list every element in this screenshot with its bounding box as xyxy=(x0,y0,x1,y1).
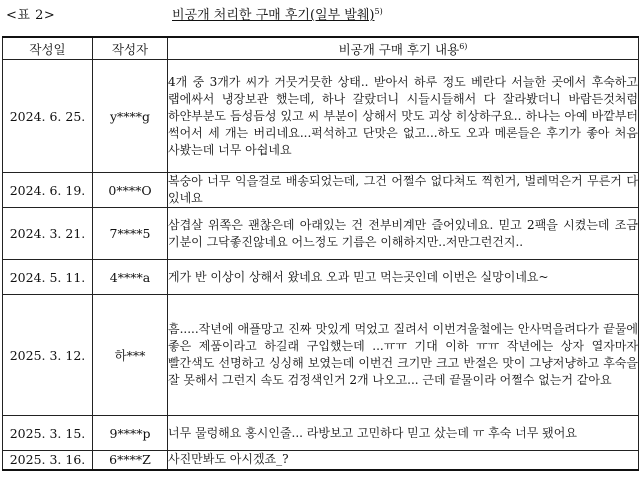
content-footnote-ref: 6) xyxy=(459,41,468,51)
table-row xyxy=(3,208,639,260)
table-title-text: 비공개 처리한 구매 후기(일부 발췌) xyxy=(172,8,375,23)
row-author: 6****Z xyxy=(93,451,168,470)
row-author: 0****O xyxy=(93,173,168,208)
table-row xyxy=(3,295,639,416)
row-author: 하*** xyxy=(93,295,168,416)
row-author: y****g xyxy=(93,60,168,173)
row-date: 2024. 6. 25. xyxy=(3,60,93,173)
table-row xyxy=(3,451,639,470)
row-content: 4개 중 3개가 씨가 거뭇거뭇한 상태.. 받아서 하루 정도 베란다 서늘한 곳에서 후숙하고 랩에싸서 냉장보관 했는데, 하나 갈랐더니 시들시들해서 다 잘라봤더니 바람든것처럼 하얀부분도 듬성듬성 있고 씨 부분이 상해서 맛도 괴상 히상하구요.. 하나는 아예 바깥부터 썩어서 세 개는 버리네요...퍽석하고 단맛은 없고...하도 오과 메론들은 후기가 좋아 처음 사봤는데 너무 아쉽네요 xyxy=(168,60,639,173)
row-date: 2025. 3. 16. xyxy=(3,451,93,470)
row-author: 4****a xyxy=(93,260,168,295)
table-title xyxy=(172,4,383,23)
header-row xyxy=(3,37,639,60)
header-content xyxy=(168,37,639,60)
row-date: 2024. 6. 19. xyxy=(3,173,93,208)
row-date: 2024. 5. 11. xyxy=(3,260,93,295)
table-row xyxy=(3,60,639,173)
private-reviews-table xyxy=(2,36,639,471)
row-date: 2025. 3. 15. xyxy=(3,416,93,451)
row-content: 게가 반 이상이 상해서 왔네요 오과 믿고 먹는곳인데 이번은 실망이네요~ xyxy=(168,260,639,295)
row-author: 9****p xyxy=(93,416,168,451)
row-content: 삼겹살 위쪽은 괜찮은데 아래있는 건 전부비계만 즐어있네요. 믿고 2팩을 시켰는데 조금 기분이 그닥좋진않네요 어느정도 기름은 이해하지만..저만그런건지.. xyxy=(168,208,639,260)
table-number: <표 2> xyxy=(6,8,56,23)
row-author: 7****5 xyxy=(93,208,168,260)
row-content: 복숭아 너무 익을걸로 배송되었는데, 그건 어쩔수 없다쳐도 찍힌거, 벌레먹은거 무른거 다 있네요 xyxy=(168,173,639,208)
table-caption xyxy=(0,0,641,28)
row-date: 2024. 3. 21. xyxy=(3,208,93,260)
row-date: 2025. 3. 12. xyxy=(3,295,93,416)
header-author: 작성자 xyxy=(93,37,168,60)
row-content: 너무 물렁해요 홍시인줄... 라방보고 고민하다 믿고 샀는데 ㅠ 후숙 너무 됐어요 xyxy=(168,416,639,451)
table-row xyxy=(3,260,639,295)
row-content: 사진만봐도 아시겠죠_? xyxy=(168,451,639,470)
header-content-text: 비공개 구매 후기 내용 xyxy=(338,41,460,57)
header-date: 작성일 xyxy=(3,37,93,60)
table-row xyxy=(3,173,639,208)
title-footnote-ref: 5) xyxy=(374,6,383,16)
row-content: 흠.....작년에 애플망고 진짜 맛있게 먹었고 질려서 이번겨울철에는 안사먹을려다가 끝물에 좋은 제품이라고 하길래 구입했는데 ...ㅠㅠ 기대 이하 ㅠㅠ 작년에는 상자 열자마자 빨간색도 선명하고 싱싱해 보였는데 이번건 크기만 크고 반절은 맛이 그냥저냥하고 후숙을 잘 못해서 그런지 속도 검정색인거 2개 나오고... 근데 끝물이라 어쩔수 없는거 같아요 xyxy=(168,295,639,416)
table-row xyxy=(3,416,639,451)
